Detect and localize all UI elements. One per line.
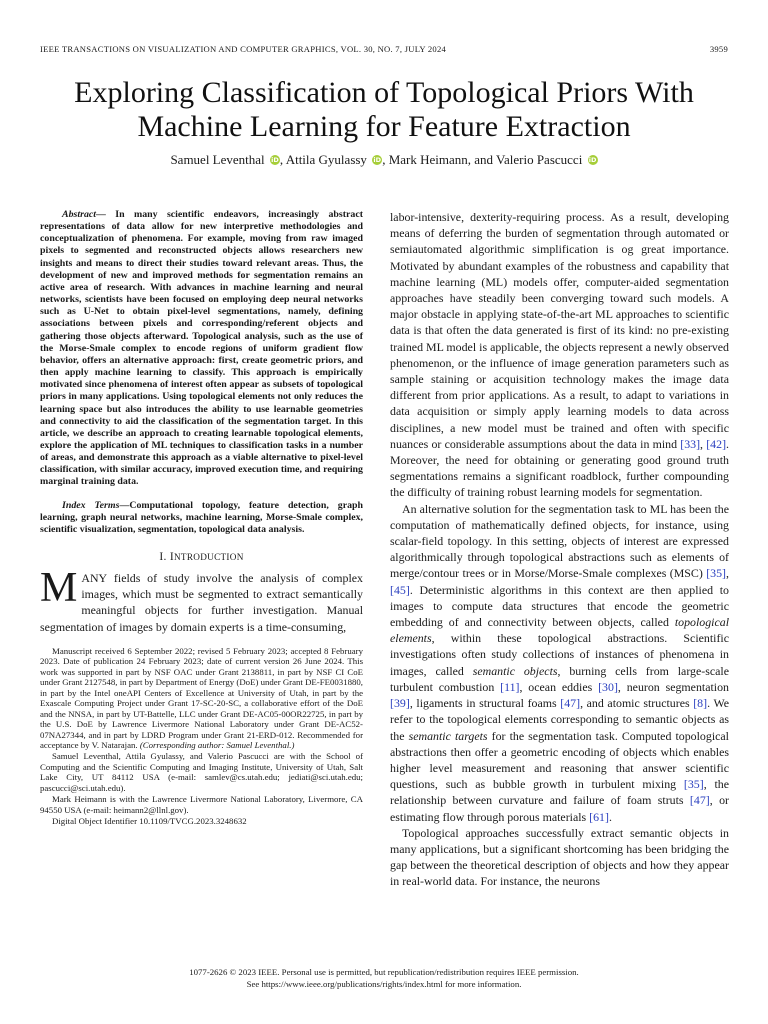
citation-link[interactable]: [47] <box>689 793 710 808</box>
footnote-manuscript: Manuscript received 6 September 2022; revised 5 February 2023; accepted 8 February 2023. Date of publication 24 February 2023; date of current version 26 June 2024. This work was supported in part by NSF OAC under Grant 2138811, in part by NSF CI CoE under Grant 2127548, in part by Department of Energy (DoE) under Grant DE-FE0031880, in part by the Intel oneAPI Centers of Excellence at University of Utah, in part by the Exascale Computing Project under Grant 17-SC-20-SC, a collaborative effort of the DoE and the NNSA, in part by UT-Battelle, LLC under Grant DE-AC05-00OR22725, in part by the U.S. DoE by Lawrence Livermore National Laboratory under Grant DE-AC52-07NA27344, and in part by LDRD Program under Grant 21-ERD-012. Recommended for acceptance by V. Natarajan. (Corresponding author: Samuel Leventhal.) <box>40 645 363 750</box>
page-number: 3959 <box>709 44 728 54</box>
title-line-1: Exploring Classification of Topological Priors With <box>74 76 694 109</box>
intro-lead: ANY <box>81 571 108 586</box>
abstract <box>40 209 363 489</box>
body-paragraph-1: labor-intensive, dexterity-requiring process. As a result, developing means of deferring the burden of segmentation through automated or semiautomated algorithmic simplification is og great importance. Motivated by abundant examples of the robustness and capability that machine learning (ML) models offer, computer-aided segmentation approaches have steadily been converging toward such models. A major obstacle in applying state-of-the-art ML approaches to scientific data is that often the data generated is first of its kind: no pre-existing trained ML model is applicable, the objects represent a newly observed phenomenon, or the influence of image generation parameters such as sample staining or acquisition technology makes the image data different from prior applications. As a result, to adapt to variations in data acquisition or simply apply learning models to data across disciplines, a new model must be trained and often with specific nuances or considerable assumptions about the data in mind [33], [42]. Moreover, the need for obtaining or generating good ground truth segmentations remains a significant roadblock, further compounding the difficulty of training robust learning models for segmentation. <box>390 210 730 500</box>
intro-text: fields of study involve the analysis of complex images, which must be segmented to extract semantically meaningful objects for further investigation. Manual segmentation of images by domain experts is a time-consuming, <box>40 571 363 634</box>
title-line-2: Machine Learning for Feature Extraction <box>137 110 631 143</box>
abstract-label: Abstract— <box>62 209 106 220</box>
section-name-initial: I <box>169 551 174 564</box>
index-terms-label: Index Terms <box>62 499 120 511</box>
index-terms <box>40 500 363 536</box>
abstract-text: In many scientific endeavors, increasingly abstract representations of data allow for new interpretive methodologies and conceptualization of phenomena. For example, moving from raw imaged pixels to segmented and reconstructed objects allows researchers new insights and means to direct their studies toward relevant areas. Thus, the development of new and improved methods for segmentation remains an active area of research. With advances in machine learning and neural networks, scientists have been focused on employing deep neural networks such as U-Net to obtain pixel-level segmentations, namely, defining associations between pixels and corresponding/referent objects and gathering those objects afterward. Topological analysis, such as the use of the Morse-Smale complex to encode regions of uniform gradient flow behavior, offers an alternative approach: first, create geometric priors, and then apply machine learning to classify. This approach is empirically motivated since phenomena of interest often appear as subsets of topological priors in many applications. Using topological elements not only reduces the learning space but also introduces the ability to use learnable geometries and connectivity to aid the classification of the segmentation target. In this article, we describe an approach to creating learnable topological elements, explore the application of ML techniques to classification tasks in a number of areas, and demonstrate this approach as a viable alternative to pixel-level classification, with similar accuracy, improved execution time, and requiring marginal training data. <box>40 209 363 488</box>
journal-name: IEEE TRANSACTIONS ON VISUALIZATION AND COMPUTER GRAPHICS, VOL. 30, NO. 7, JULY 2024 <box>40 44 447 54</box>
footnotes <box>40 646 363 827</box>
left-column <box>40 209 363 828</box>
corresponding-author: (Corresponding author: Samuel Leventhal.) <box>139 739 295 750</box>
drop-cap: M <box>40 565 78 612</box>
emphasis-term: topological elements <box>390 615 729 646</box>
section-name-rest: NTRODUCTION <box>173 552 244 563</box>
author-gyulassy: , Attila Gyulassy <box>279 152 367 167</box>
author-leventhal: Samuel Leventhal <box>170 152 265 167</box>
index-terms-text: —Computational topology, feature detection, graph learning, graph neural networks, machine learning, Morse-Smale complex, scientific visualization, segmentation, topological data analysis. <box>40 499 363 535</box>
emphasis-term: semantic targets <box>408 728 488 743</box>
body-paragraph-2: An alternative solution for the segmentation task to ML has been the computation of mathematically defined objects, for instance, using scalar-field topology. In this setting, objects of interest are expressed algorithmically through topological abstractions such as elements of merge/contour trees or in Morse/Morse-Smale complexes (MSC) [35], [45]. Deterministic algorithms in this context are then applied to images to compute data structures that encode the geometric embedding of and connectivity between objects, called topological elements, within these topological abstractions. Scientific investigations often study collections of instances of phenomena in images, called semantic objects, burning cells from large-scale turbulent combustion [11], ocean eddies [30], neuron segmentation [39], ligaments in structural foams [47], and atomic structures [8]. We refer to the topological elements corresponding to semantic objects as the semantic targets for the segmentation task. Computed topological abstractions then offer a geometric encoding of objects which enables higher level measurement and reasoning that answer scientific questions, such as bubble growth in turbulent mixing [35], the relationship between curvature and failure of foam struts [47], or estimating flow through porous materials [61]. <box>390 501 730 824</box>
emphasis-term: semantic objects <box>472 663 558 678</box>
citation-link[interactable]: [8] <box>693 696 708 711</box>
citation-link[interactable]: [61] <box>589 809 609 824</box>
footnote-doi: Digital Object Identifier 10.1109/TVCG.2023.3248632 <box>52 816 247 827</box>
copyright-footer <box>20 967 748 990</box>
section-number: I. <box>159 551 167 564</box>
section-heading <box>40 551 363 563</box>
author-list <box>20 152 748 168</box>
citation-link[interactable]: [42] <box>706 436 727 451</box>
footnote-affiliation-utah: Samuel Leventhal, Attila Gyulassy, and Valerio Pascucci are with the School of Computing and the Scientific Computing and Imaging Institute, University of Utah, Salt Lake City, UT 84112 USA (e-mail: samlev@cs.utah.edu; jediati@sci.utah.edu; pascucci@sci.utah.edu). <box>40 751 363 793</box>
paper-title <box>20 76 748 144</box>
author-rest: , Mark Heimann, and Valerio Pascucci <box>382 152 583 167</box>
citation-link[interactable]: [30] <box>598 679 618 694</box>
rights-url-line[interactable]: See https://www.ieee.org/publications/rights/index.html for more information. <box>246 978 522 989</box>
right-column <box>390 209 729 890</box>
intro-paragraph <box>40 565 363 635</box>
body-paragraph-3: Topological approaches successfully extract semantic objects in many applications, but a significant shortcoming has been bridging the gap between the theoretical description of objects and how they appear in real-world data. For instance, the neurons <box>390 825 729 889</box>
citation-link[interactable]: [45] <box>390 582 410 597</box>
orcid-icon[interactable]: iD <box>373 156 381 164</box>
citation-link[interactable]: [11] <box>500 679 520 694</box>
citation-link[interactable]: [47] <box>560 696 581 711</box>
citation-link[interactable]: [35] <box>683 777 704 792</box>
running-header <box>40 44 728 54</box>
orcid-icon[interactable]: iD <box>588 156 597 164</box>
citation-link[interactable]: [35] <box>706 566 727 581</box>
citation-link[interactable]: [33] <box>680 436 701 451</box>
citation-link[interactable]: [39] <box>390 696 410 711</box>
orcid-icon[interactable]: iD <box>271 156 279 164</box>
copyright-line: 1077-2626 © 2023 IEEE. Personal use is permitted, but republication/redistribution requires IEEE permission. <box>189 967 579 977</box>
footnote-affiliation-llnl: Mark Heimann is with the Lawrence Livermore National Laboratory, Livermore, CA 94550 USA (e-mail: heimann2@llnl.gov). <box>40 794 363 815</box>
